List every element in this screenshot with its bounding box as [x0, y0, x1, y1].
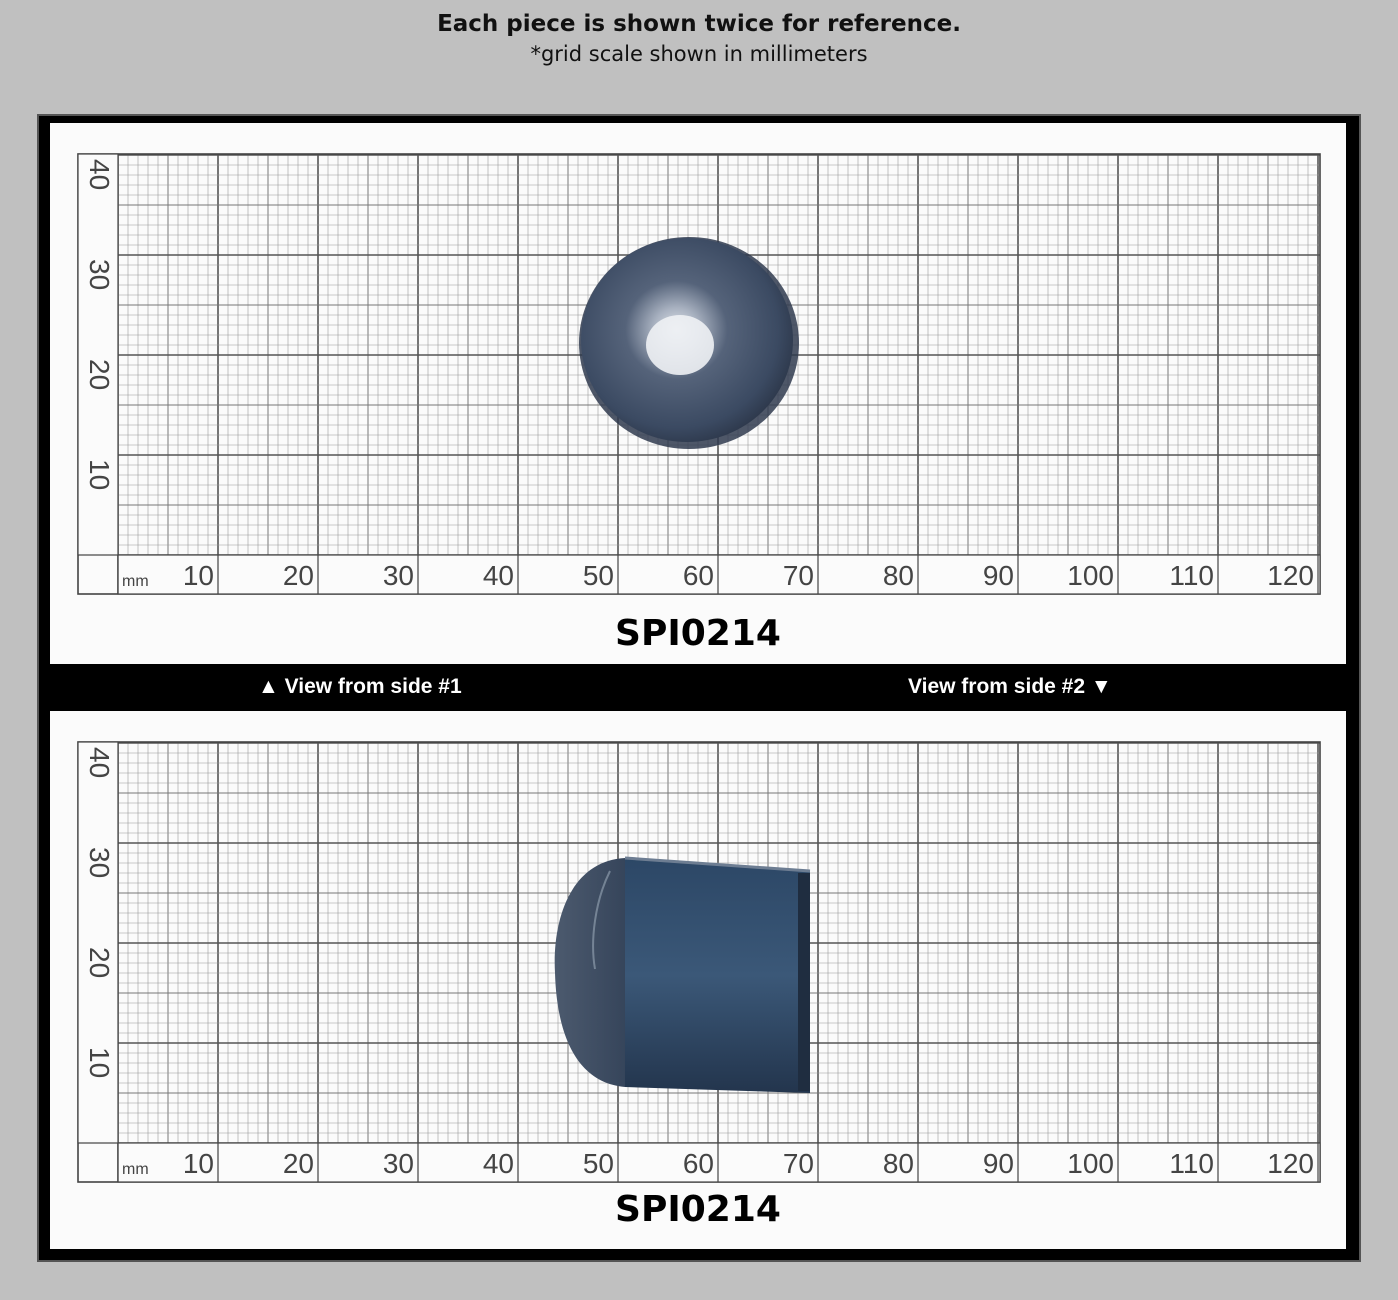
gem-side-2 [555, 858, 810, 1093]
y-tick-label: 20 [84, 947, 115, 979]
x-tick-label: 110 [1169, 1148, 1214, 1179]
unit-label: mm [122, 1161, 149, 1178]
x-tick-label: 10 [182, 1148, 214, 1179]
y-tick-label: 30 [84, 259, 115, 291]
photo-frame [37, 114, 1361, 1262]
x-tick-label: 50 [582, 560, 614, 591]
piece-id-bottom: SPI0214 [615, 1189, 781, 1230]
x-tick-label: 60 [682, 560, 714, 591]
x-tick-label: 10 [182, 560, 214, 591]
page-subtitle: *grid scale shown in millimeters [530, 42, 868, 66]
x-tick-label: 120 [1267, 1148, 1314, 1179]
x-tick-label: 90 [982, 560, 1014, 591]
x-tick-label: 90 [982, 1148, 1014, 1179]
x-tick-label: 100 [1067, 560, 1114, 591]
x-tick-label: 50 [582, 1148, 614, 1179]
x-tick-label: 70 [782, 560, 814, 591]
x-tick-label: 40 [482, 1148, 514, 1179]
y-tick-label: 20 [84, 359, 115, 391]
y-tick-label: 40 [84, 747, 115, 779]
grid-photo-side-2 [50, 711, 1346, 1249]
x-tick-label: 40 [482, 560, 514, 591]
x-tick-label: 110 [1169, 560, 1214, 591]
x-tick-label: 120 [1267, 560, 1314, 591]
view-side-1-label: ▲ View from side #1 [258, 675, 462, 698]
x-tick-label: 30 [382, 560, 414, 591]
y-tick-label: 10 [84, 1047, 115, 1079]
grid-photo-side-1 [50, 123, 1346, 664]
piece-id-top: SPI0214 [615, 613, 781, 654]
x-tick-label: 80 [882, 560, 914, 591]
y-tick-label: 10 [84, 459, 115, 491]
y-tick-label: 30 [84, 847, 115, 879]
x-tick-label: 100 [1067, 1148, 1114, 1179]
x-tick-label: 70 [782, 1148, 814, 1179]
x-tick-label: 20 [282, 1148, 314, 1179]
gem-side-1 [579, 237, 799, 449]
unit-label: mm [122, 573, 149, 590]
page-title: Each piece is shown twice for reference. [437, 11, 961, 37]
panel-side-2 [50, 711, 1346, 1249]
view-strip [50, 664, 1346, 711]
x-tick-label: 20 [282, 560, 314, 591]
x-tick-label: 30 [382, 1148, 414, 1179]
panel-side-1 [50, 123, 1346, 664]
view-side-2-label: View from side #2 ▼ [908, 675, 1112, 698]
x-tick-label: 80 [882, 1148, 914, 1179]
header [0, 8, 1398, 68]
x-tick-label: 60 [682, 1148, 714, 1179]
y-tick-label: 40 [84, 159, 115, 191]
